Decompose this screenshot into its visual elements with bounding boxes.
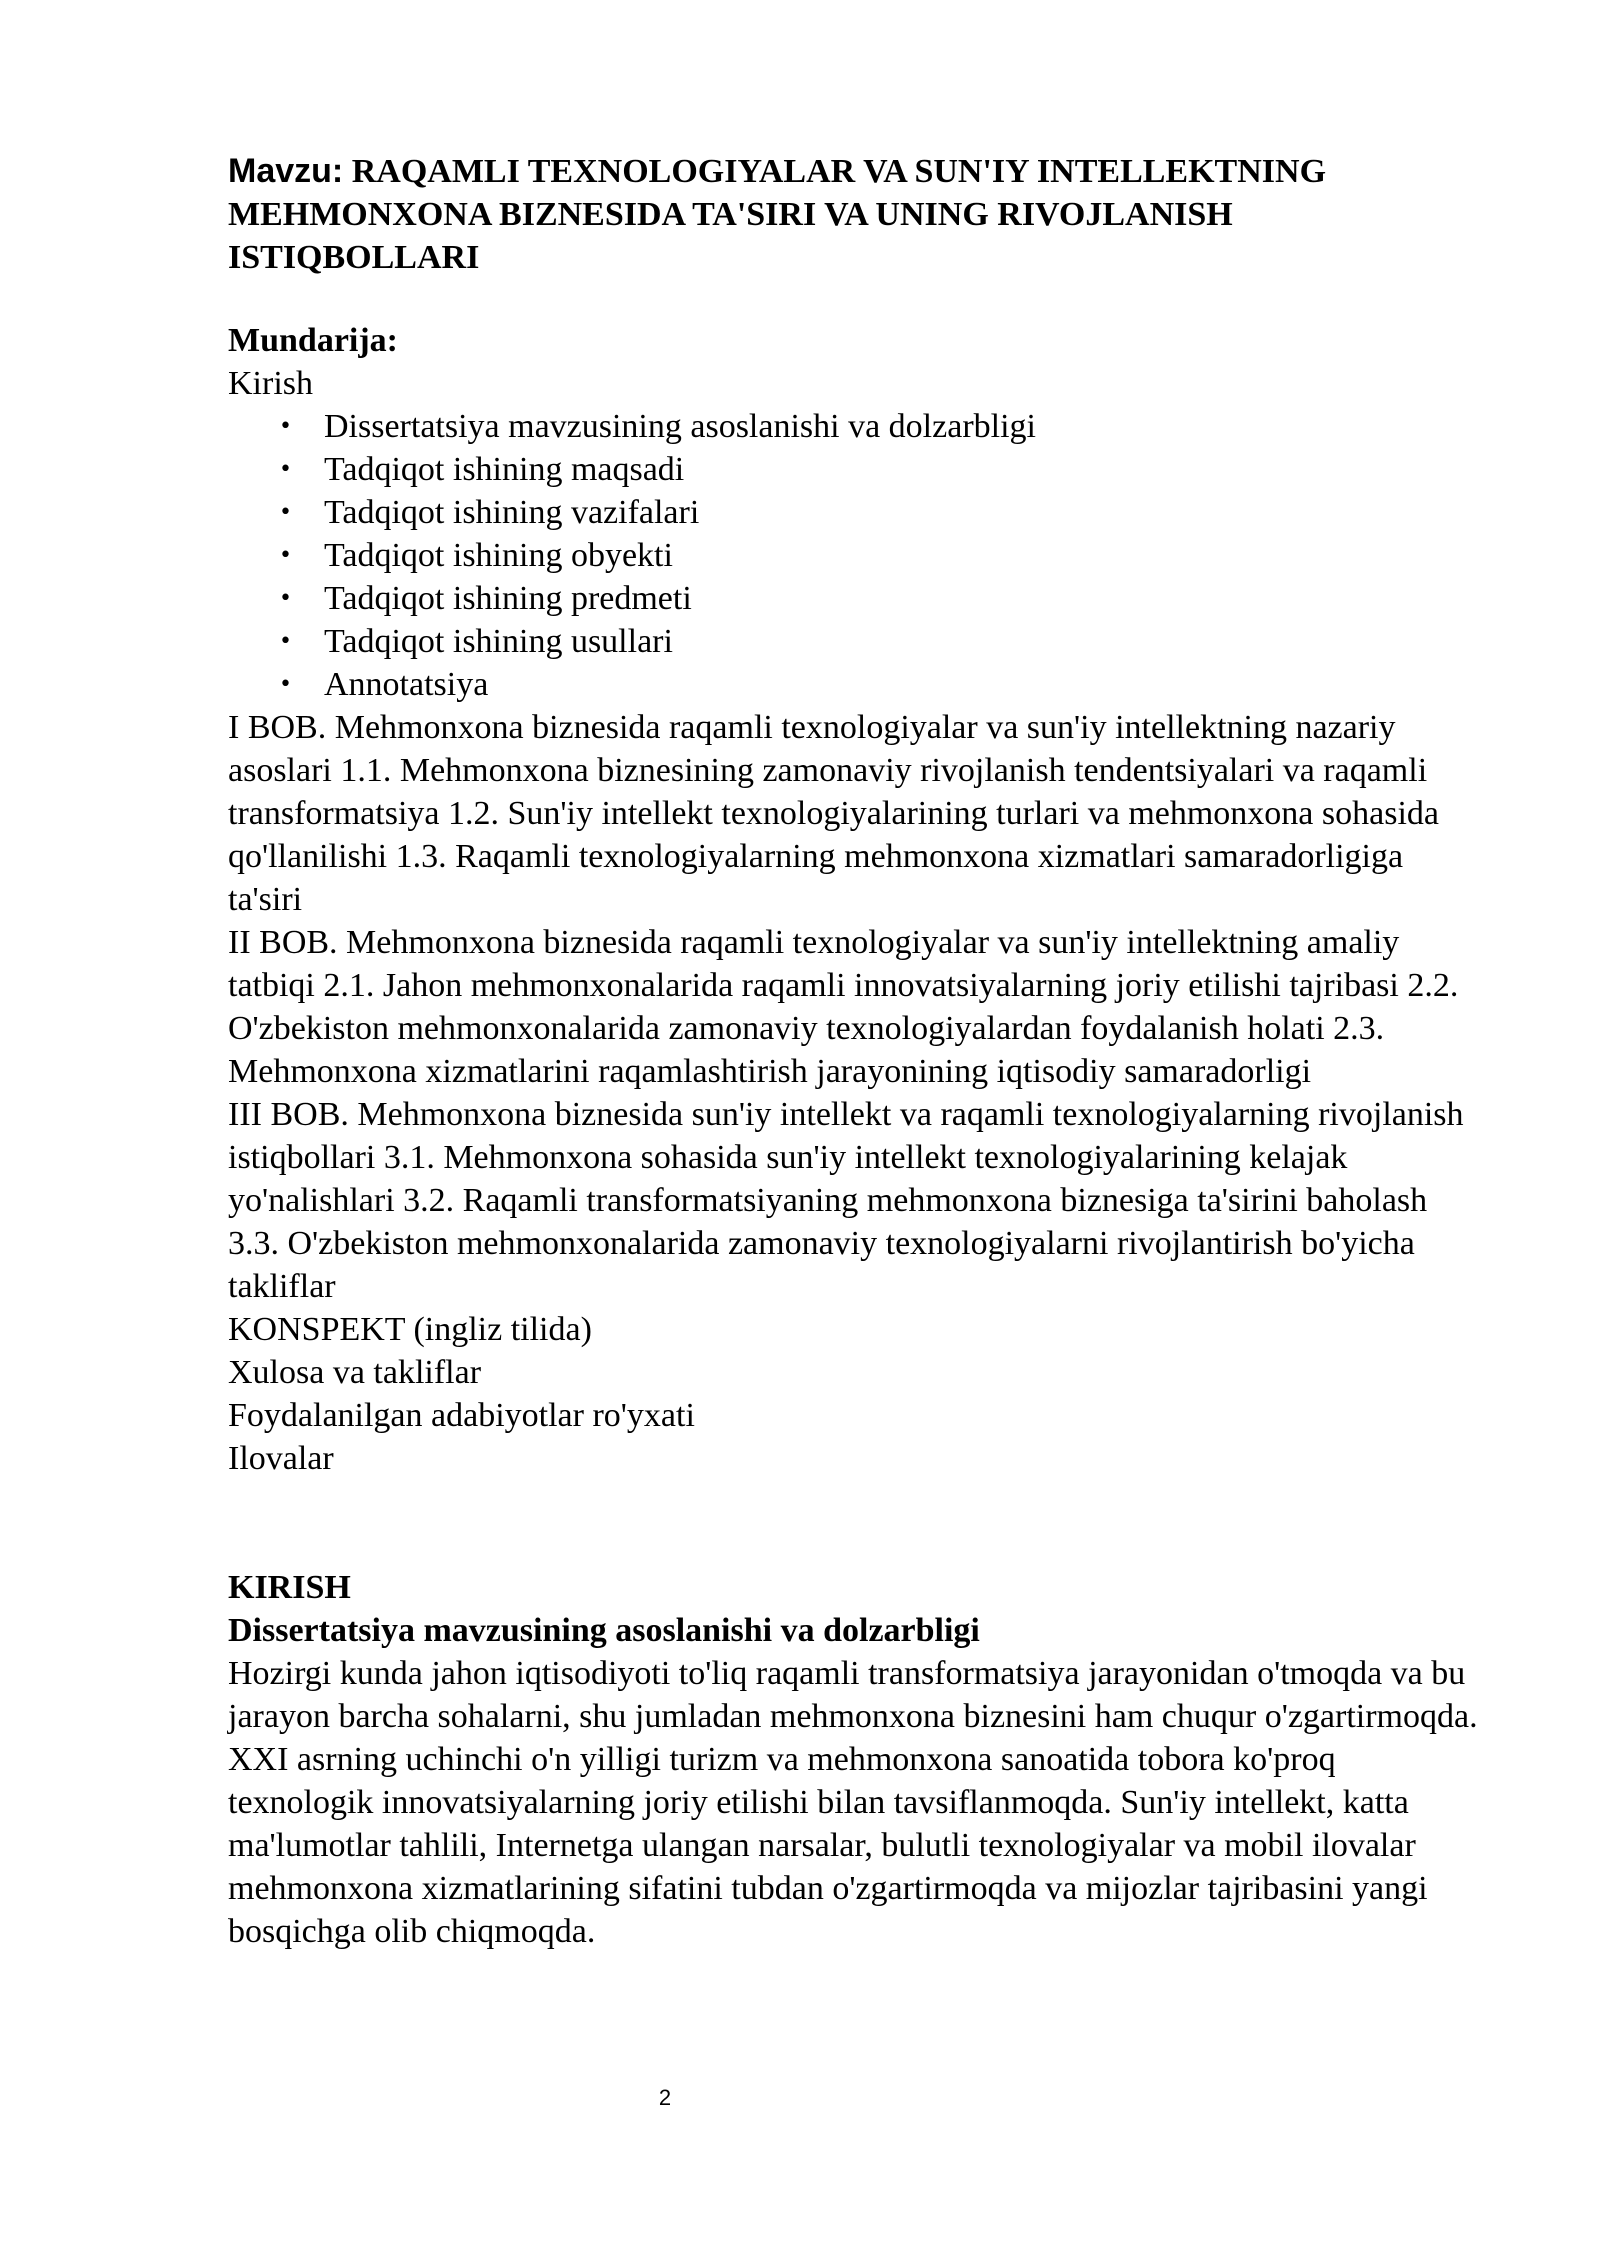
toc-heading: Mundarija: <box>228 322 398 359</box>
bullet-icon: • <box>279 586 292 611</box>
toc-chapter-3: III BOB. Mehmonxona biznesida sun'iy intellekt va raqamli texnologiyalarning rivojlanish istiqbollari 3.1. Mehmonxona sohasida sun'iy intellekt texnologiyalarining kelajak yo'nalishlari 3.2. Raqamli transformatsiyaning mehmonxona biznesiga ta'sirini baholash 3.3. O'zbekiston mehmonxonalarida zamonaviy texnologiyalarni rivojlantirish bo'yicha takliflar <box>228 1096 1464 1305</box>
toc-chapter-2: II BOB. Mehmonxona biznesida raqamli texnologiyalar va sun'iy intellektning amaliy tatbiqi 2.1. Jahon mehmonxonalarida raqamli innovatsiyalarning joriy etilishi tajribasi 2.2. O'zbekiston mehmonxonalarida zamonaviy texnologiyalardan foydalanish holati 2.3. Mehmonxona xizmatlarini raqamlashtirish jarayonining iqtisodiy samaradorligi <box>228 924 1459 1090</box>
section-subheading: Dissertatsiya mavzusining asoslanishi va dolzarbligi <box>228 1612 980 1649</box>
document-page <box>228 150 1478 1953</box>
document-title <box>228 150 1478 279</box>
bullet-icon: • <box>279 543 292 568</box>
bullet-icon: • <box>279 414 292 439</box>
toc-conclusion: Xulosa va takliflar <box>228 1354 482 1391</box>
page-number: 2 <box>658 2085 672 2110</box>
toc-intro: Kirish <box>228 365 313 402</box>
toc-appendices: Ilovalar <box>228 1440 334 1477</box>
title-text: RAQAMLI TEXNOLOGIYALAR VA SUN'IY INTELLEKTNING MEHMONXONA BIZNESIDA TA'SIRI VA UNING RIVOJLANISH ISTIQBOLLARI <box>228 153 1327 276</box>
bullet-icon: • <box>279 629 292 654</box>
title-label: Mavzu: <box>228 152 344 190</box>
toc-intro-item: • Dissertatsiya mavzusining asoslanishi va dolzarbligi <box>324 405 1478 448</box>
bullet-icon: • <box>279 500 292 525</box>
toc-intro-item: • Tadqiqot ishining vazifalari <box>324 491 1478 534</box>
intro-paragraph: Hozirgi kunda jahon iqtisodiyoti to'liq raqamli transformatsiya jarayonidan o'tmoqda va bu jarayon barcha sohalarni, shu jumladan mehmonxona biznesini ham chuqur o'zgartirmoqda. XXI asrning uchinchi o'n yilligi turizm va mehmonxona sanoatida tobora ko'proq texnologik innovatsiyalarning joriy etilishi bilan tavsiflanmoqda. Sun'iy intellekt, katta ma'lumotlar tahlili, Internetga ulangan narsalar, bulutli texnologiyalar va mobil ilovalar mehmonxona xizmatlarining sifatini tubdan o'zgartirmoqda va mijozlar tajribasini yangi bosqichga olib chiqmoqda. <box>228 1655 1478 1950</box>
bullet-icon: • <box>279 672 292 697</box>
toc-references: Foydalanilgan adabiyotlar ro'yxati <box>228 1397 695 1434</box>
bullet-icon: • <box>279 457 292 482</box>
toc-intro-item: • Tadqiqot ishining maqsadi <box>324 448 1478 491</box>
toc-intro-list <box>228 405 1478 706</box>
toc-intro-item: • Tadqiqot ishining obyekti <box>324 534 1478 577</box>
toc-intro-item: • Tadqiqot ishining predmeti <box>324 577 1478 620</box>
toc-chapter-1: I BOB. Mehmonxona biznesida raqamli texnologiyalar va sun'iy intellektning nazariy asoslari 1.1. Mehmonxona biznesining zamonaviy rivojlanish tendentsiyalari va raqamli transformatsiya 1.2. Sun'iy intellekt texnologiyalarining turlari va mehmonxona sohasida qo'llanilishi 1.3. Raqamli texnologiyalarning mehmonxona xizmatlari samaradorligiga ta'siri <box>228 709 1439 918</box>
section-heading: KIRISH <box>228 1569 351 1606</box>
toc-intro-item: • Tadqiqot ishining usullari <box>324 620 1478 663</box>
toc-konspekt: KONSPEKT (ingliz tilida) <box>228 1311 592 1348</box>
toc-intro-item: • Annotatsiya <box>324 663 1478 706</box>
